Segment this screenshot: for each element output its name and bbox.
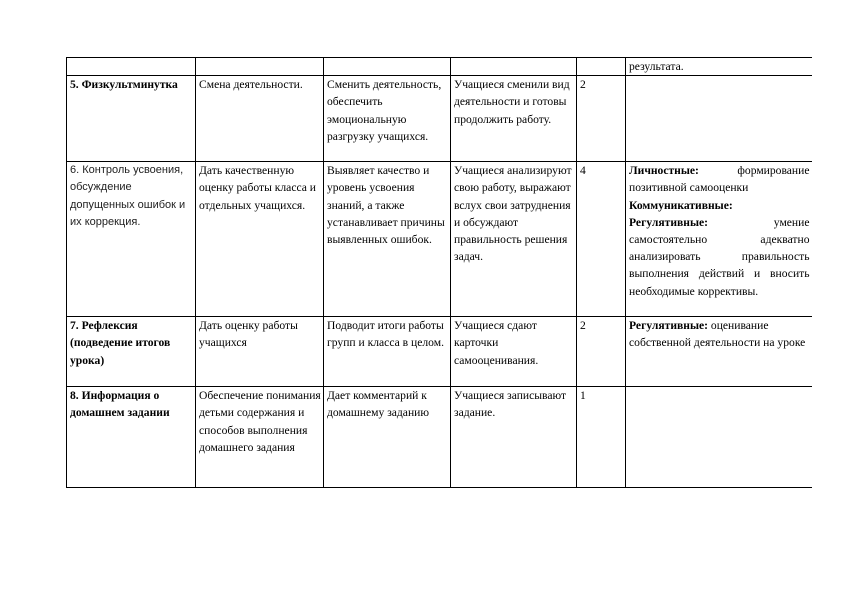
students-activity-cell: Учащиеся анализируют свою работу, выражают вслух свои затруднения и обсуждают правильность решения задач. [451,162,577,317]
uud-bold: Личностные: [629,164,699,178]
students-activity-cell: Учащиеся записывают задание. [451,387,577,488]
time-cell [577,58,626,76]
time-cell: 2 [577,76,626,162]
uud-text: умение самостоятельно адекватно анализировать правильность выполнения действий и вносить необходимые коррективы. [629,215,810,298]
uud-bold: Регулятивные: [629,215,708,229]
students-activity-cell: Учащиеся сменили вид деятельности и готовы продолжить работу. [451,76,577,162]
teacher-activity-cell: Смена деятельности. [196,76,324,162]
time-cell: 4 [577,162,626,317]
table-row [67,162,812,317]
stage-cell: 6. Контроль усвоения, обсуждение допущенных ошибок и их коррекция. [67,162,196,317]
uud-regulative [629,214,810,300]
goal-cell: Дает комментарий к домашнему заданию [324,387,451,488]
stage-cell: 5. Физкультминутка [67,76,196,162]
teacher-activity-cell [196,58,324,76]
time-cell: 1 [577,387,626,488]
uud-cell [626,317,812,387]
students-activity-cell: Учащиеся сдают карточки самооценивания. [451,317,577,387]
goal-cell: Сменить деятельность, обеспечить эмоциональную разгрузку учащихся. [324,76,451,162]
students-activity-cell [451,58,577,76]
goal-cell: Подводит итоги работы групп и класса в целом. [324,317,451,387]
uud-bold: Регулятивные: [629,319,708,333]
teacher-activity-cell: Дать оценку работы учащихся [196,317,324,387]
teacher-activity-cell: Обеспечение понимания детьми содержания и способов выполнения домашнего задания [196,387,324,488]
stage-cell: 8. Информация о домашнем задании [67,387,196,488]
uud-communicative [629,197,810,214]
table-row [67,387,812,488]
table-row [67,317,812,387]
teacher-activity-cell: Дать качественную оценку работы класса и отдельных учащихся. [196,162,324,317]
uud-text: оценивание собственной деятельности на уроке [629,319,806,350]
uud-cell [626,162,812,317]
uud-bold: Коммуникативные: [629,198,733,212]
stage-cell [67,58,196,76]
table-row [67,58,812,76]
table-row [67,76,812,162]
uud-personal [629,162,810,196]
stage-cell: 7. Рефлексия (подведение итогов урока) [67,317,196,387]
uud-text: результата. [629,60,684,73]
goal-cell [324,58,451,76]
lesson-plan-table [66,57,812,488]
uud-cell [626,58,812,76]
time-cell: 2 [577,317,626,387]
uud-cell [626,76,812,162]
goal-cell: Выявляет качество и уровень усвоения знаний, а также устанавливает причины выявленных ошибок. [324,162,451,317]
uud-cell [626,387,812,488]
uud-text: формирование позитивной самооценки [629,164,810,195]
